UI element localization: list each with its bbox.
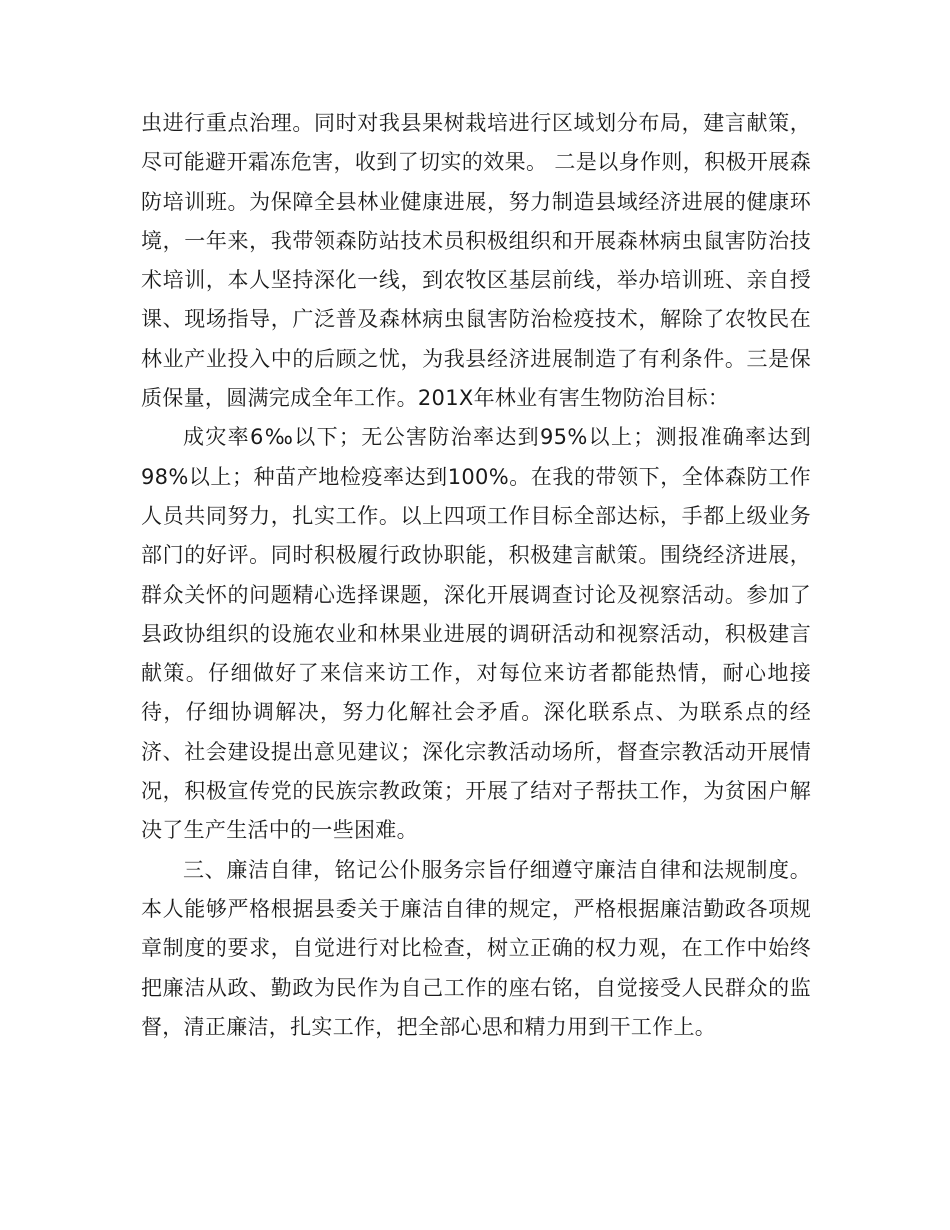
document-body <box>141 104 811 1047</box>
paragraph-integrity: 三、廉洁自律，铭记公仆服务宗旨仔细遵守廉洁自律和法规制度。本人能够严格根据县委关于廉洁自律的规定，严格根据廉洁勤政各项规章制度的要求，自觉进行对比检查，树立正确的权力观，在工作中始终把廉洁从政、勤政为民作为自己工作的座右铭，自觉接受人民群众的监督，清正廉洁，扎实工作，把全部心思和精力用到干工作上。 <box>141 857 811 1039</box>
paragraph-continuation: 虫进行重点治理。同时对我县果树栽培进行区域划分布局，建言献策，尽可能避开霜冻危害，收到了切实的效果。 二是以身作则，积极开展森防培训班。为保障全县林业健康进展，努力制造县域经济进展的健康环境，一年来，我带领森防站技术员积极组织和开展森林病虫鼠害防治技术培训，本人坚持深化一线，到农牧区基层前线，举办培训班、亲自授课、现场指导，广泛普及森林病虫鼠害防治检疫技术，解除了农牧民在林业产业投入中的后顾之忧，为我县经济进展制造了有利条件。三是保质保量，圆满完成全年工作。201X年林业有害生物防治目标： <box>141 111 811 411</box>
paragraph-targets: 成灾率6‰以下；无公害防治率达到95%以上；测报准确率达到98%以上；种苗产地检疫率达到100%。在我的带领下，全体森防工作人员共同努力，扎实工作。以上四项工作目标全部达标，手都上级业务部门的好评。同时积极履行政协职能，积极建言献策。围绕经济进展，群众关怀的问题精心选择课题，深化开展调查讨论及视察活动。参加了县政协组织的设施农业和林果业进展的调研活动和视察活动，积极建言献策。仔细做好了来信来访工作，对每位来访者都能热情，耐心地接待，仔细协调解决，努力化解社会矛盾。深化联系点、为联系点的经济、社会建设提出意见建议；深化宗教活动场所，督查宗教活动开展情况，积极宣传党的民族宗教政策；开展了结对子帮扶工作，为贫困户解决了生产生活中的一些困难。 <box>141 425 811 843</box>
